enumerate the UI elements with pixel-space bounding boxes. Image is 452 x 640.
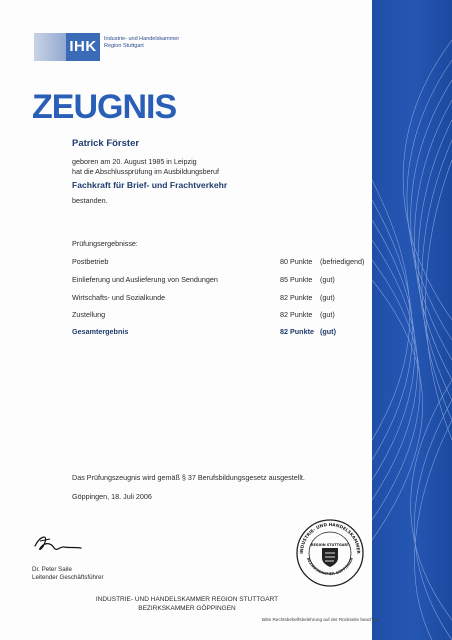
result-subject: Wirtschafts- und Sozialkunde — [72, 293, 166, 302]
legal-statement: Das Prüfungszeugnis wird gemäß § 37 Berufsbildungsgesetz ausgestellt. — [72, 473, 305, 482]
result-points: 80 Punkte — [280, 257, 313, 266]
result-grade: (gut) — [320, 293, 335, 302]
candidate-name: Patrick Förster — [72, 138, 140, 149]
result-points: 82 Punkte — [280, 310, 313, 319]
profession-title: Fachkraft für Brief- und Frachtverkehr — [72, 180, 228, 190]
seal-top-text: INDUSTRIE- UND HANDELSKAMMER — [299, 522, 361, 554]
result-grade: (gut) — [320, 310, 335, 319]
signer-role: Leitender Geschäftsführer — [32, 574, 104, 581]
result-row — [72, 293, 372, 304]
result-row — [72, 310, 372, 321]
signature-image — [32, 532, 84, 556]
result-subject: Gesamtergebnis — [72, 327, 129, 336]
results-heading: Prüfungsergebnisse: — [72, 239, 138, 248]
document-title: ZEUGNIS — [32, 88, 177, 126]
signer-name: Dr. Peter Saile — [32, 566, 72, 573]
footer-block — [92, 595, 282, 613]
result-row — [72, 275, 372, 286]
result-points: 82 Punkte — [280, 293, 313, 302]
place-date: Göppingen, 18. Juli 2006 — [72, 492, 152, 501]
wave-lines-pattern — [372, 0, 452, 640]
exam-line: hat die Abschlussprüfung im Ausbildungsberuf — [72, 167, 220, 176]
result-row — [72, 257, 372, 268]
birth-line: geboren am 20. August 1985 in Leipzig — [72, 157, 197, 166]
seal-mid-text: REGION STUTTGART — [310, 543, 350, 547]
result-subject: Postbetrieb — [72, 257, 109, 266]
result-subject: Zustellung — [72, 310, 106, 319]
signer-block — [32, 566, 104, 582]
footer-line-1: INDUSTRIE- UND HANDELSKAMMER REGION STUTTGART — [95, 596, 279, 603]
passed-text: bestanden. — [72, 196, 108, 205]
result-grade: (gut) — [320, 275, 335, 284]
official-seal — [295, 518, 365, 588]
decorative-blue-band — [372, 0, 452, 640]
ihk-logo: IHK — [66, 33, 100, 61]
result-points: 85 Punkte — [280, 275, 313, 284]
result-subject: Einlieferung und Auslieferung von Sendungen — [72, 275, 218, 284]
result-total-row — [72, 327, 372, 338]
ihk-logo-caption: Industrie- und Handelskammer Region Stuttgart — [104, 36, 180, 49]
result-grade: (befriedigend) — [320, 257, 365, 266]
footer-line-2: BEZIRKSKAMMER GÖPPINGEN — [138, 605, 236, 612]
result-grade: (gut) — [320, 327, 336, 336]
result-points: 82 Punkte — [280, 327, 314, 336]
footnote: Bitte Rechtsbehelfsbelehrung auf der Rückseite beachten — [262, 617, 380, 622]
seal-bottom-text: BEZIRKSKAMMER GÖPPINGEN — [306, 557, 354, 577]
